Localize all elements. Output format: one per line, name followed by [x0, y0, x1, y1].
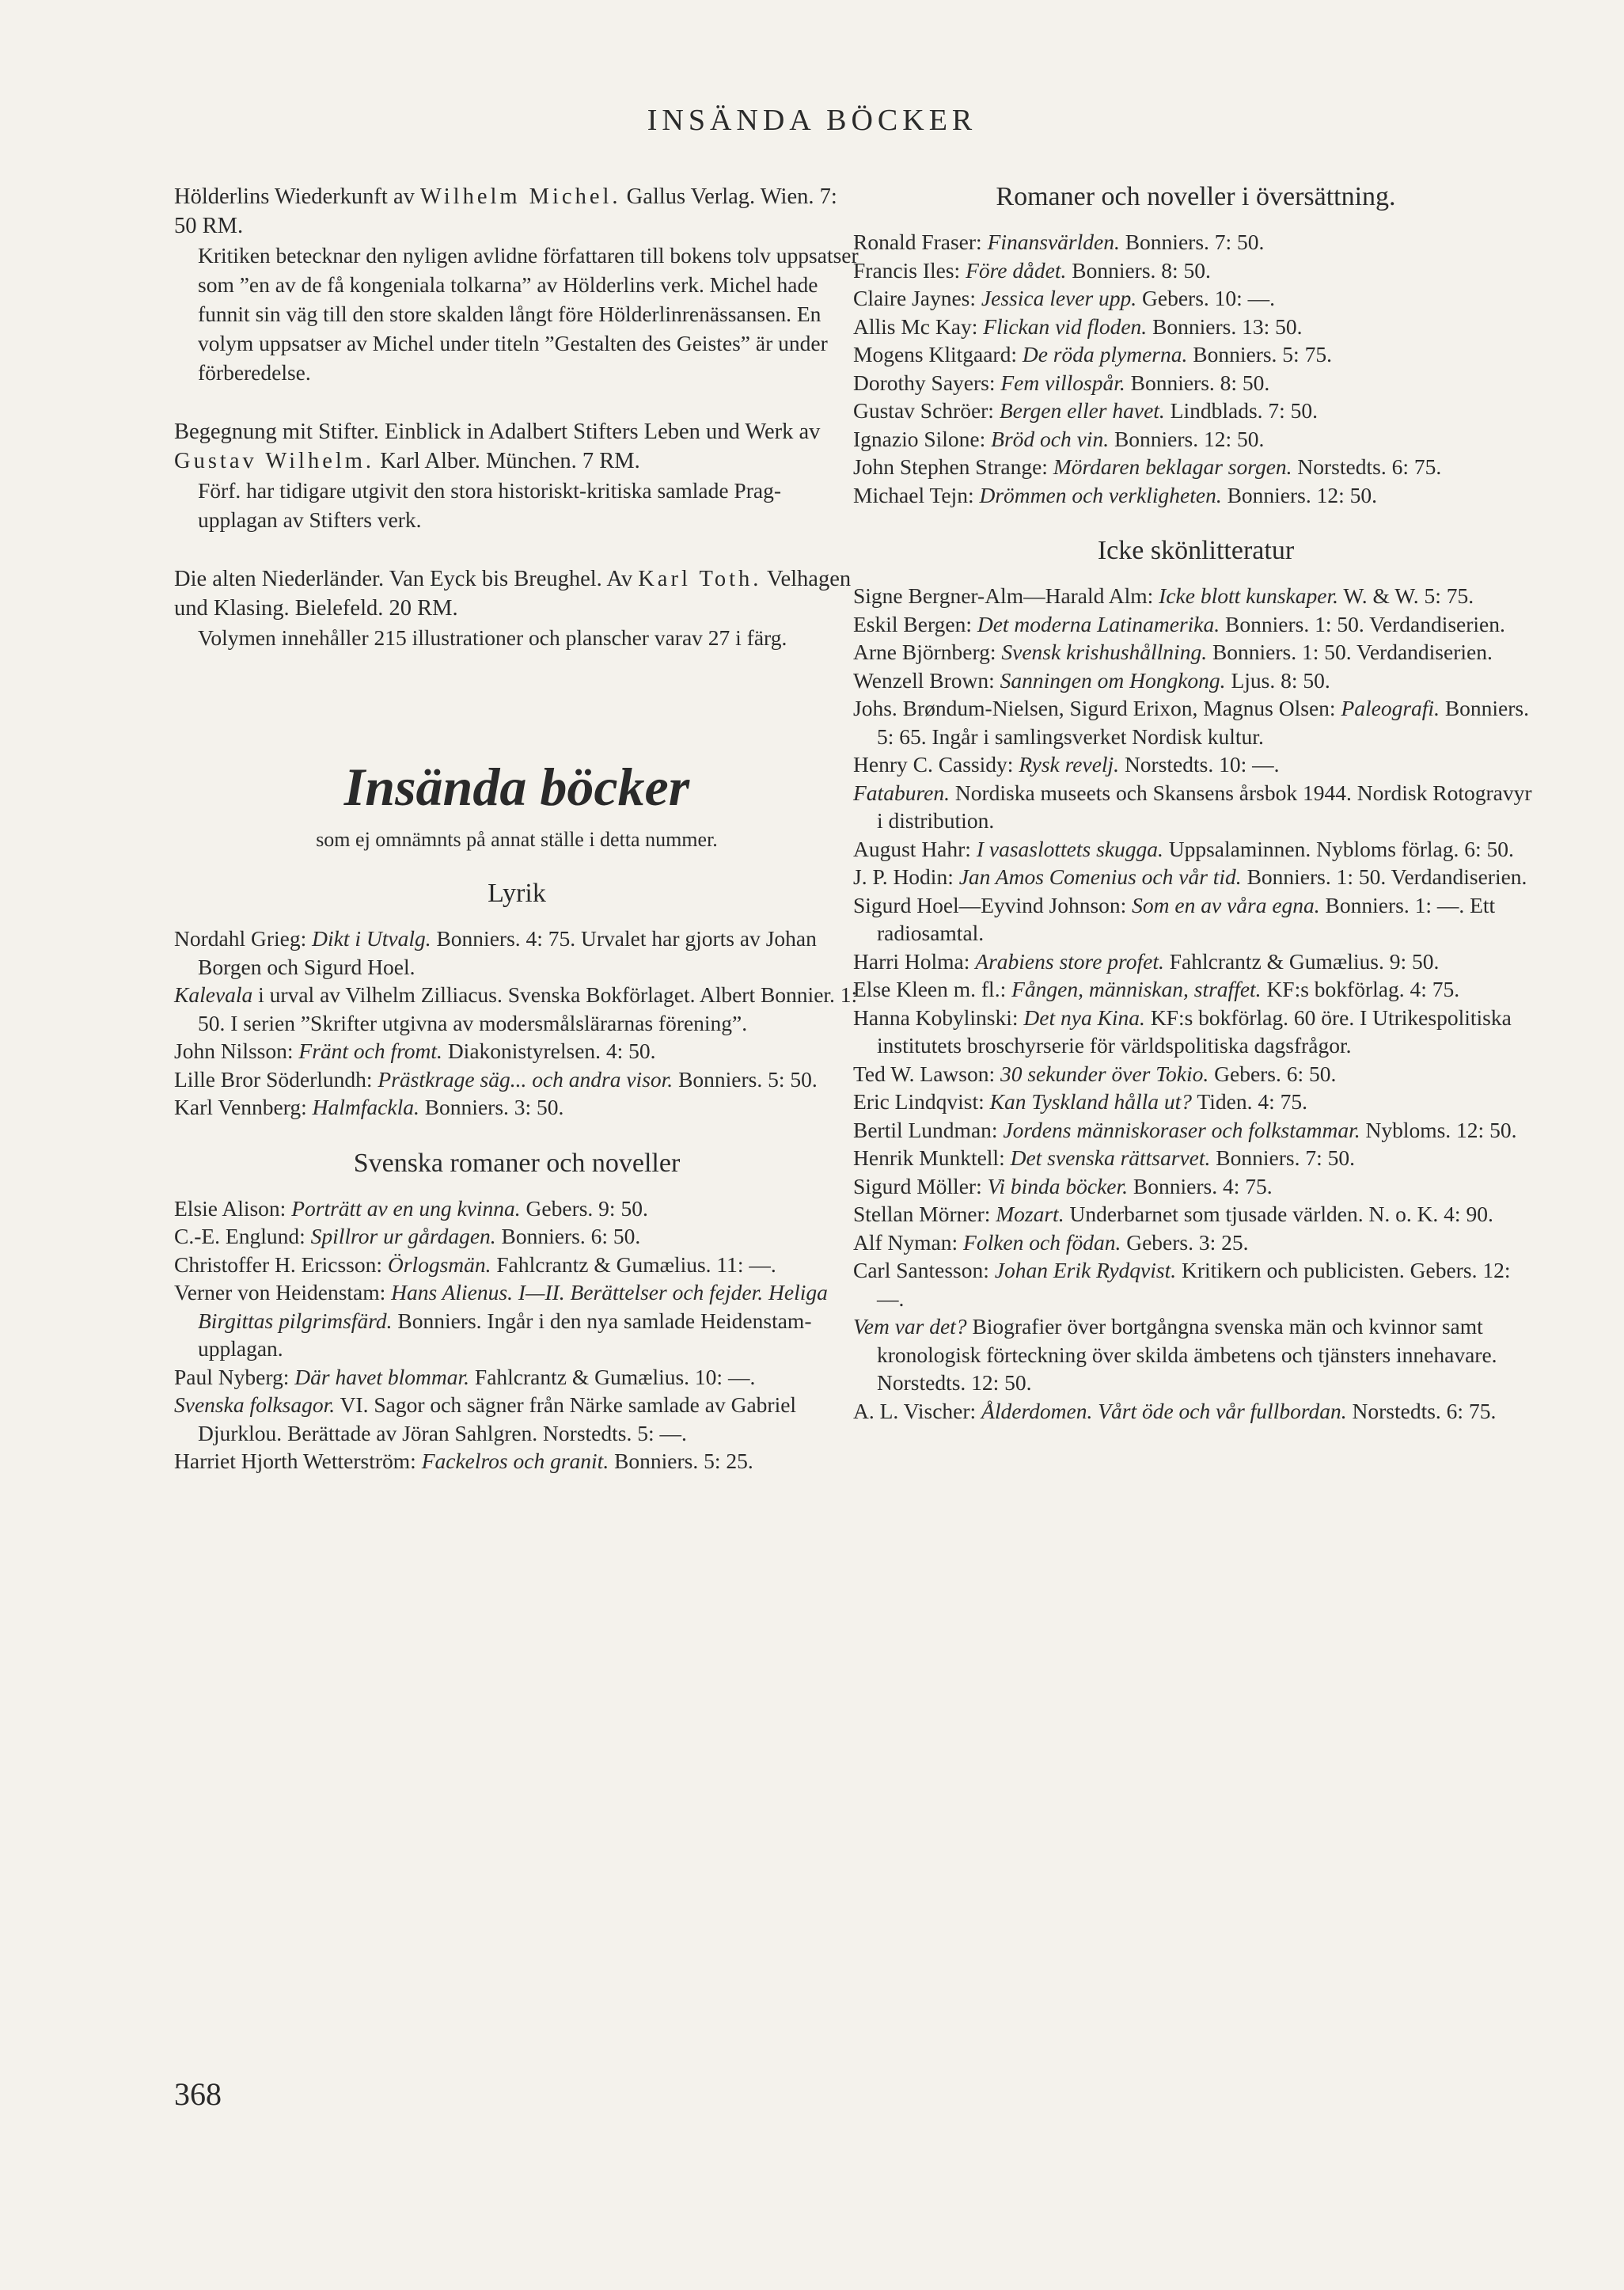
main-subtitle: som ej omnämnts på annat ställe i detta nummer. — [316, 828, 718, 851]
review-text: Förf. har tidigare utgivit den stora historiskt-kritiska samlade Prag-upplagan av Stifters verk. — [198, 478, 781, 532]
entry-author: Sigurd Hoel—Eyvind Johnson: — [853, 892, 1127, 917]
entry-title: Jessica lever upp. — [981, 286, 1137, 310]
entry-title: Folken och födan. — [963, 1229, 1121, 1255]
entry-details: Fahlcrantz & Gumælius. 10: —. — [474, 1364, 756, 1389]
entry-details: Uppsalaminnen. Nybloms förlag. 6: 50. — [1168, 836, 1514, 861]
entry-details: Bonniers. 6: 50. — [501, 1224, 641, 1248]
review-sep: av — [793, 420, 821, 444]
book-entry — [174, 1447, 859, 1475]
entry-author: Harriet Hjorth Wetterström: — [174, 1449, 416, 1473]
book-entry — [853, 750, 1539, 779]
entry-title: Fem villospår. — [1000, 370, 1125, 395]
entry-details: VI. Sagor och sägner från Närke samlade av Gabriel Djurklou. Berättade av Jöran Sahlgren. Norstedts. 5: —. — [198, 1392, 797, 1445]
entry-details: Ljus. 8: 50. — [1231, 667, 1330, 693]
list-svenska — [174, 1194, 859, 1475]
entry-title: Paleografi. — [1341, 696, 1440, 720]
list-lyrik — [174, 925, 859, 1122]
review-author: Karl Toth. — [638, 567, 762, 591]
page-number: 368 — [174, 2076, 222, 2112]
entry-title: Finansvärlden. — [987, 230, 1120, 254]
entry-details: KF:s bokförlag. 4: 75. — [1266, 977, 1460, 1001]
entry-author: Hanna Kobylinski: — [853, 1004, 1019, 1030]
book-entry — [174, 1065, 859, 1094]
entry-title: Spillror ur gårdagen. — [310, 1224, 496, 1248]
book-entry — [853, 425, 1539, 454]
book-entry — [853, 779, 1539, 835]
entry-details: Bonniers. 1: 50. Verdandiserien. — [1225, 611, 1505, 636]
entry-title: Porträtt av en ung kvinna. — [291, 1195, 521, 1221]
entry-details: Diakonistyrelsen. 4: 50. — [447, 1039, 656, 1063]
list-oversattning — [853, 228, 1539, 509]
entry-author: Karl Vennberg: — [174, 1095, 307, 1119]
book-entry — [853, 1004, 1539, 1060]
entry-details: Bonniers. 5: 50. — [678, 1066, 818, 1092]
entry-title: Fränt och fromt. — [298, 1039, 442, 1063]
entry-details: Bonniers. 4: 75. Urvalet har gjorts av Johan Borgen och Sigurd Hoel. — [198, 926, 817, 979]
entry-title: Bröd och vin. — [991, 426, 1110, 451]
entry-details: Fahlcrantz & Gumælius. 11: —. — [496, 1251, 776, 1277]
section-heading-oversattning: Romaner och noveller i översättning. — [996, 182, 1396, 211]
entry-details: Biografier över bortgångna svenska män och kvinnor samt kronologisk förteckning över skilda ämbetens och tjänsters innehavare. Norstedts. 12: 50. — [877, 1314, 1497, 1395]
entry-author: Allis Mc Kay: — [853, 313, 978, 339]
book-entry — [174, 1093, 859, 1122]
entry-author: Nordahl Grieg: — [174, 926, 307, 951]
book-entry — [174, 1278, 859, 1363]
review-publisher: Karl Alber. München. 7 RM. — [374, 449, 640, 473]
entry-details: Lindblads. 7: 50. — [1170, 398, 1319, 423]
book-entry — [853, 1088, 1539, 1116]
book-entry — [174, 1037, 859, 1065]
entry-title: Jordens människoraser och folkstammar. — [1003, 1117, 1360, 1142]
entry-details: Bonniers. 12: 50. — [1227, 482, 1378, 507]
entry-details: Bonniers. 12: 50. — [1114, 426, 1265, 451]
entry-title: 30 sekunder över Tokio. — [1000, 1061, 1209, 1086]
entry-title: Rysk revelj. — [1019, 752, 1120, 777]
book-entry — [853, 313, 1539, 341]
review-heading — [174, 417, 859, 476]
review-publisher: Gallus Verlag. Wien. 7: 50 RM. — [174, 184, 837, 238]
book-entry — [853, 835, 1539, 864]
entry-title: Fataburen. — [853, 780, 950, 805]
entry-title: Johan Erik Rydqvist. — [994, 1258, 1177, 1282]
review-text: Kritiken betecknar den nyligen avlidne författaren till bokens tolv uppsatser som ”en av de få kongeniala tolkarna” av Hölderlins verk. Michel hade funnit sin väg till den store skalden långt före Hölderlinrenässansen. En volym uppsatser av Michel under titeln ”Gestalten des Geistes” är under förberedelse. — [198, 243, 859, 385]
entry-title: I vasaslottets skugga. — [976, 836, 1163, 861]
entry-title: Vi binda böcker. — [987, 1173, 1129, 1198]
entry-title: Som en av våra egna. — [1132, 892, 1320, 917]
entry-details: Norstedts. 10: —. — [1124, 752, 1280, 777]
entry-title: Mördaren beklagar sorgen. — [1053, 454, 1292, 479]
book-entry — [853, 666, 1539, 695]
book-entry — [853, 1172, 1539, 1201]
entry-author: Mogens Klitgaard: — [853, 342, 1017, 366]
entry-title: Sanningen om Hongkong. — [1000, 667, 1226, 693]
entry-author: August Hahr: — [853, 836, 971, 861]
entry-details: Bonniers. 5: 25. — [614, 1449, 753, 1473]
entry-author: Ignazio Silone: — [853, 426, 986, 451]
book-entry — [853, 481, 1539, 510]
book-entry — [853, 863, 1539, 891]
entry-title: Där havet blommar. — [294, 1364, 470, 1389]
review-block — [174, 417, 859, 534]
entry-author: Christoffer H. Ericsson: — [174, 1251, 382, 1277]
entry-details: Kritikern och publicisten. Gebers. 12: —. — [877, 1258, 1511, 1311]
entry-details: Bonniers. 13: 50. — [1152, 313, 1303, 339]
book-entry — [853, 256, 1539, 285]
entry-author: Paul Nyberg: — [174, 1364, 290, 1389]
book-entry — [853, 1060, 1539, 1088]
book-entry — [853, 453, 1539, 481]
entry-details: i urval av Vilhelm Zilliacus. Svenska Bokförlaget. Albert Bonnier. 1: 50. I serien ”Skrifter utgivna av modersmålslärarnas förening”. — [198, 982, 858, 1035]
entry-details: KF:s bokförlag. 60 öre. I Utrikespolitiska institutets broschyrserie för världspolitiska dagsfrågor. — [877, 1004, 1512, 1058]
book-entry — [853, 1144, 1539, 1172]
review-heading — [174, 564, 859, 623]
entry-author: Bertil Lundman: — [853, 1117, 998, 1142]
book-entry — [853, 1397, 1539, 1426]
entry-details: Bonniers. 5: 65. Ingår i samlingsverket Nordisk kultur. — [877, 696, 1530, 749]
entry-details: Bonniers. 1: 50. Verdandiserien. — [1212, 640, 1493, 664]
entry-author: Henrik Munktell: — [853, 1145, 1005, 1170]
entry-details: Fahlcrantz & Gumælius. 9: 50. — [1169, 948, 1440, 974]
entry-details: Bonniers. 4: 75. — [1133, 1173, 1273, 1198]
entry-title: Halmfackla. — [312, 1095, 419, 1119]
entry-author: John Stephen Strange: — [853, 454, 1048, 479]
review-author: Wilhelm Michel. — [419, 184, 621, 209]
review-publisher: Velhagen und Klasing. Bielefeld. 20 RM. — [174, 567, 852, 621]
section-heading-icke: Icke skönlitteratur — [1097, 536, 1295, 565]
book-entry — [853, 948, 1539, 976]
entry-author: Signe Bergner-Alm—Harald Alm: — [853, 583, 1154, 608]
left-column — [174, 182, 859, 1475]
entry-title: Kan Tyskland hålla ut? — [989, 1089, 1193, 1114]
entry-details: Tiden. 4: 75. — [1197, 1089, 1307, 1114]
entry-title: Ålderdomen. Vårt öde och vår fullbordan. — [981, 1398, 1347, 1423]
entry-title: Flickan vid floden. — [983, 313, 1148, 339]
entry-title: Fackelros och granit. — [421, 1449, 609, 1473]
entry-author: Gustav Schröer: — [853, 398, 994, 423]
entry-title: De röda plymerna. — [1022, 342, 1188, 366]
entry-details: Gebers. 6: 50. — [1214, 1061, 1337, 1086]
entry-details: Bonniers. Ingår i den nya samlade Heidenstam-upplagan. — [198, 1308, 812, 1361]
entry-author: John Nilsson: — [174, 1039, 294, 1063]
entry-title: Det nya Kina. — [1023, 1004, 1145, 1030]
entry-details: Gebers. 9: 50. — [526, 1195, 648, 1221]
entry-author: Elsie Alison: — [174, 1195, 286, 1221]
entry-details: W. & W. 5: 75. — [1343, 583, 1474, 608]
entry-author: Eskil Bergen: — [853, 611, 972, 636]
entry-details: Nordiska museets och Skansens årsbok 1944. Nordisk Rotogravyr i distribution. — [877, 780, 1532, 833]
entry-title: Vem var det? — [853, 1314, 967, 1339]
review-block — [174, 564, 859, 652]
section-heading-svenska: Svenska romaner och noveller — [353, 1148, 681, 1178]
book-entry — [853, 891, 1539, 948]
entry-author: Wenzell Brown: — [853, 667, 995, 693]
entry-title: Dikt i Utvalg. — [312, 926, 431, 951]
book-entry — [853, 284, 1539, 313]
entry-details: Bonniers. 7: 50. — [1216, 1145, 1355, 1170]
entry-title: Fången, människan, straffet. — [1011, 977, 1262, 1001]
entry-title: Svensk krishushållning. — [1001, 640, 1208, 664]
entry-details: Bonniers. 3: 50. — [424, 1095, 564, 1119]
review-title: Begegnung mit Stifter. Einblick in Adalbert Stifters Leben und Werk — [174, 420, 794, 444]
entry-author: Alf Nyman: — [853, 1229, 958, 1255]
entry-details: Gebers. 3: 25. — [1126, 1229, 1249, 1255]
review-sep: Av — [601, 567, 639, 591]
book-entry — [853, 1256, 1539, 1312]
entry-title: Hans Alienus. I—II. Berättelser och fejder. Heliga Birgittas pilgrimsfärd. — [198, 1280, 828, 1333]
entry-author: Arne Björnberg: — [853, 640, 996, 664]
entry-title: Jan Amos Comenius och vår tid. — [958, 864, 1242, 889]
book-entry — [853, 1200, 1539, 1229]
book-entry — [853, 397, 1539, 425]
entry-title: Drömmen och verkligheten. — [979, 482, 1222, 507]
book-entry — [853, 975, 1539, 1004]
entry-author: Ronald Fraser: — [853, 230, 982, 254]
entry-details: Bonniers. 8: 50. — [1130, 370, 1270, 395]
entry-title: Kalevala — [174, 982, 253, 1007]
entry-author: Francis Iles: — [853, 257, 961, 283]
entry-details: Norstedts. 6: 75. — [1297, 454, 1442, 479]
entry-title: Före dådet. — [966, 257, 1067, 283]
entry-author: A. L. Vischer: — [853, 1398, 977, 1423]
review-block — [174, 182, 859, 387]
entry-author: Dorothy Sayers: — [853, 370, 996, 395]
book-entry — [174, 925, 859, 981]
review-text: Volymen innehåller 215 illustrationer och planscher varav 27 i färg. — [198, 625, 787, 650]
book-entry — [853, 340, 1539, 369]
entry-title: Det moderna Latinamerika. — [977, 611, 1220, 636]
entry-title: Det svenska rättsarvet. — [1010, 1145, 1211, 1170]
book-entry — [853, 1229, 1539, 1257]
entry-details: Norstedts. 6: 75. — [1352, 1398, 1497, 1423]
entry-author: Ted W. Lawson: — [853, 1061, 996, 1086]
review-author: Gustav Wilhelm. — [174, 449, 375, 473]
book-entry — [853, 638, 1539, 666]
right-column — [853, 182, 1539, 1425]
entry-author: C.-E. Englund: — [174, 1224, 305, 1248]
entry-details: Bonniers. 1: —. Ett radiosamtal. — [877, 892, 1496, 945]
book-entry — [853, 369, 1539, 397]
book-entry — [174, 1194, 859, 1223]
book-entry — [174, 1222, 859, 1251]
entry-title: Icke blott kunskaper. — [1159, 583, 1338, 608]
entry-details: Underbarnet som tjusade världen. N. o. K. 4: 90. — [1069, 1202, 1493, 1226]
entry-title: Svenska folksagor. — [174, 1392, 336, 1417]
entry-details: Gebers. 10: —. — [1142, 286, 1276, 310]
book-entry — [174, 1391, 859, 1447]
entry-author: Claire Jaynes: — [853, 286, 977, 310]
entry-author: Johs. Brøndum-Nielsen, Sigurd Erixon, Magnus Olsen: — [853, 696, 1336, 720]
entry-title: Mozart. — [996, 1202, 1064, 1226]
reviews — [174, 182, 859, 652]
entry-author: Eric Lindqvist: — [853, 1089, 985, 1114]
book-entry — [853, 582, 1539, 610]
review-heading — [174, 182, 859, 241]
entry-author: Verner von Heidenstam: — [174, 1280, 386, 1305]
review-title: Hölderlins Wiederkunft — [174, 184, 388, 209]
entry-author: Stellan Mörner: — [853, 1202, 991, 1226]
entry-title: Prästkrage säg... och andra visor. — [378, 1066, 674, 1092]
entry-author: Henry C. Cassidy: — [853, 752, 1014, 777]
book-entry — [853, 228, 1539, 256]
book-entry — [853, 610, 1539, 639]
entry-details: Bonniers. 8: 50. — [1072, 257, 1211, 283]
review-title: Die alten Niederländer. Van Eyck bis Breughel. — [174, 567, 602, 591]
entry-author: Michael Tejn: — [853, 482, 974, 507]
entry-author: Carl Santesson: — [853, 1258, 989, 1282]
review-sep: av — [387, 184, 420, 209]
book-entry — [174, 1251, 859, 1279]
book-entry — [853, 694, 1539, 750]
entry-author: Sigurd Möller: — [853, 1173, 982, 1198]
book-entry — [853, 1116, 1539, 1145]
book-entry — [174, 1363, 859, 1392]
section-heading-lyrik: Lyrik — [488, 879, 546, 908]
entry-author: Harri Holma: — [853, 948, 970, 974]
entry-author: Lille Bror Söderlundh: — [174, 1066, 373, 1092]
entry-author: Else Kleen m. fl.: — [853, 977, 1007, 1001]
entry-details: Bonniers. 5: 75. — [1193, 342, 1332, 366]
entry-title: Arabiens store profet. — [975, 948, 1164, 974]
entry-details: Nybloms. 12: 50. — [1365, 1117, 1517, 1142]
book-entry — [174, 981, 859, 1037]
entry-details: Bonniers. 1: 50. Verdandiserien. — [1246, 864, 1527, 889]
main-title: Insända böcker — [343, 757, 690, 817]
entry-author: J. P. Hodin: — [853, 864, 954, 889]
entry-title: Bergen eller havet. — [999, 398, 1165, 423]
entry-details: Bonniers. 7: 50. — [1125, 230, 1265, 254]
running-header: INSÄNDA BÖCKER — [647, 104, 977, 137]
book-entry — [853, 1312, 1539, 1397]
entry-title: Örlogsmän. — [387, 1251, 491, 1277]
list-icke — [853, 582, 1539, 1425]
